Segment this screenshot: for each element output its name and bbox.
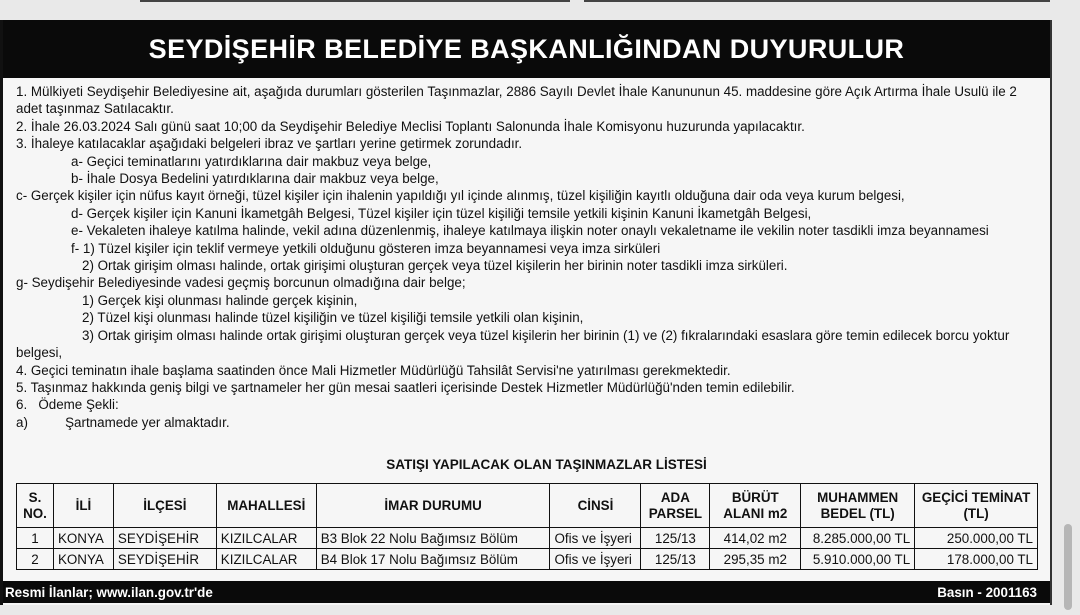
- requirement-f-1: f- 1) Tüzel kişiler için teklif vermeye yetkili olduğunu gösteren imza beyannamesi veya imza sirküleri: [71, 240, 661, 256]
- property-table: [16, 483, 1038, 570]
- requirement-d: d- Gerçek kişiler için Kanuni İkametgâh Belgesi, Tüzel kişiler için tüzel kişiliği temsile yetkili kişinin Kanuni İkametgâh Belgesi,: [71, 205, 812, 221]
- cell-alan: 295,35 m2: [710, 549, 801, 570]
- cell-no: 2: [17, 549, 54, 570]
- clause-1: 1. Mülkiyeti Seydişehir Belediyesine ait, aşağıda durumları gösterilen Taşınmazlar, 2886 Sayılı Devlet İhale Kanununun 45. maddesine göre Açık Artırma İhale Usulü ile 2 adet taşınmaz Satılacaktır.: [16, 84, 1017, 117]
- requirement-f-2: 2) Ortak girişim olması halinde, ortak girişimi oluşturan gerçek veya tüzel kişilerin her birinin noter tasdikli imza sirküleri.: [82, 258, 788, 274]
- title-bar: [3, 20, 1050, 78]
- cell-ada: 125/13: [641, 528, 710, 549]
- cell-alan: 414,02 m2: [710, 528, 801, 549]
- cell-imar: B4 Blok 17 Nolu Bağımsız Bölüm: [316, 549, 550, 570]
- cell-il: KONYA: [53, 528, 113, 549]
- clause-5: 5. Taşınmaz hakkında geniş bilgi ve şartnameler her gün mesai saatleri içerisinde Destek Hizmetler Müdürlüğü'nden temin edilebilir.: [16, 379, 795, 395]
- col-header-mahalle: MAHALLESİ: [216, 484, 316, 528]
- clause-3: 3. İhaleye katılacaklar aşağıdaki belgeleri ibraz ve şartları yerine getirmek zorundadır.: [16, 136, 523, 152]
- requirement-c: c- Gerçek kişiler için nüfus kayıt örneği, tüzel kişiler için ihalenin yapıldığı yıl içinde alınmış, tüzel kişiliğin kayıtlı olduğuna dair oda veya kurum belgesi,: [16, 188, 905, 204]
- col-header-bedel: MUHAMMEN BEDEL (TL): [801, 484, 915, 528]
- col-header-imar: İMAR DURUMU: [316, 484, 550, 528]
- col-header-cins: CİNSİ: [550, 484, 641, 528]
- scrollbar-thumb[interactable]: [1064, 524, 1072, 610]
- table-row: [17, 528, 1038, 549]
- table-row: [17, 549, 1038, 570]
- cell-cins: Ofis ve İşyeri: [550, 549, 641, 570]
- requirement-g-1: 1) Gerçek kişi olunması halinde gerçek kişinin,: [82, 292, 358, 308]
- cell-il: KONYA: [53, 549, 113, 570]
- col-header-teminat: GEÇİCİ TEMİNAT (TL): [915, 484, 1038, 528]
- top-divider-left: [140, 0, 570, 2]
- requirement-g-2: 2) Tüzel kişi olunması halinde tüzel kişiliğin ve tüzel kişiliği temsile yetkili olan kişinin,: [82, 310, 584, 326]
- cell-teminat: 250.000,00 TL: [915, 528, 1038, 549]
- clause-6-a: a) Şartnamede yer almaktadır.: [16, 414, 230, 430]
- cell-mahalle: KIZILCALAR: [216, 528, 316, 549]
- table-header-row: [17, 484, 1038, 528]
- footer-bar: [3, 581, 1050, 603]
- footer-press-code: Basın - 2001163: [937, 584, 1037, 600]
- cell-bedel: 5.910.000,00 TL: [801, 549, 915, 570]
- footer-source: Resmi İlanlar; www.ilan.gov.tr'de: [5, 584, 213, 600]
- requirement-g-3: 3) Ortak girişim olması halinde ortak girişimi oluşturan gerçek veya tüzel kişilerin her birinin (1) ve (2) fıkralarındaki esaslara göre temin edilecek borcu yoktur belgesi,: [16, 327, 1010, 361]
- requirement-g: g- Seydişehir Belediyesinde vadesi geçmiş borcunun olmadığına dair belge;: [16, 275, 466, 291]
- cell-no: 1: [17, 528, 54, 549]
- cell-mahalle: KIZILCALAR: [216, 549, 316, 570]
- cell-teminat: 178.000,00 TL: [915, 549, 1038, 570]
- cell-ilce: SEYDİŞEHİR: [113, 549, 216, 570]
- cell-ada: 125/13: [641, 549, 710, 570]
- col-header-ada: ADA PARSEL: [641, 484, 710, 528]
- col-header-ilce: İLÇESİ: [113, 484, 216, 528]
- clause-2: 2. İhale 26.03.2024 Salı günü saat 10;00 da Seydişehir Belediye Meclisi Toplantı Salonunda İhale Komisyonu huzurunda yapılacaktır.: [16, 118, 805, 134]
- cell-ilce: SEYDİŞEHİR: [113, 528, 216, 549]
- requirement-a: a- Geçici teminatlarını yatırdıklarına dair makbuz veya belge,: [71, 153, 432, 169]
- requirement-b: b- İhale Dosya Bedelini yatırdıklarına dair makbuz veya belge,: [71, 171, 439, 187]
- requirement-e: e- Vekaleten ihaleye katılma halinde, vekil adına düzenlenmiş, ihaleye katılmaya ilişkin noter onaylı vekaletname ile vekilin noter tasdikli imza beyannamesi: [71, 223, 989, 239]
- announcement-body: [16, 83, 1046, 431]
- clause-4: 4. Geçici teminatın ihale başlama saatinden önce Mali Hizmetler Müdürlüğü Tahsilât Servisi'ne yatırılması gerekmektedir.: [16, 362, 731, 378]
- col-header-il: İLİ: [53, 484, 113, 528]
- page-title: SEYDİŞEHİR BELEDİYE BAŞKANLIĞINDAN DUYURULUR: [148, 33, 905, 64]
- col-header-alan: BÜRÜT ALANI m2: [710, 484, 801, 528]
- table-title: SATIŞI YAPILACAK OLAN TAŞINMAZLAR LİSTESİ: [386, 457, 707, 472]
- clause-6: 6. Ödeme Şekli:: [16, 397, 119, 413]
- top-divider-right: [584, 0, 1050, 2]
- col-header-no: S. NO.: [17, 484, 54, 528]
- announcement-notice: [0, 20, 1052, 605]
- cell-imar: B3 Blok 22 Nolu Bağımsız Bölüm: [316, 528, 550, 549]
- cell-bedel: 8.285.000,00 TL: [801, 528, 915, 549]
- cell-cins: Ofis ve İşyeri: [550, 528, 641, 549]
